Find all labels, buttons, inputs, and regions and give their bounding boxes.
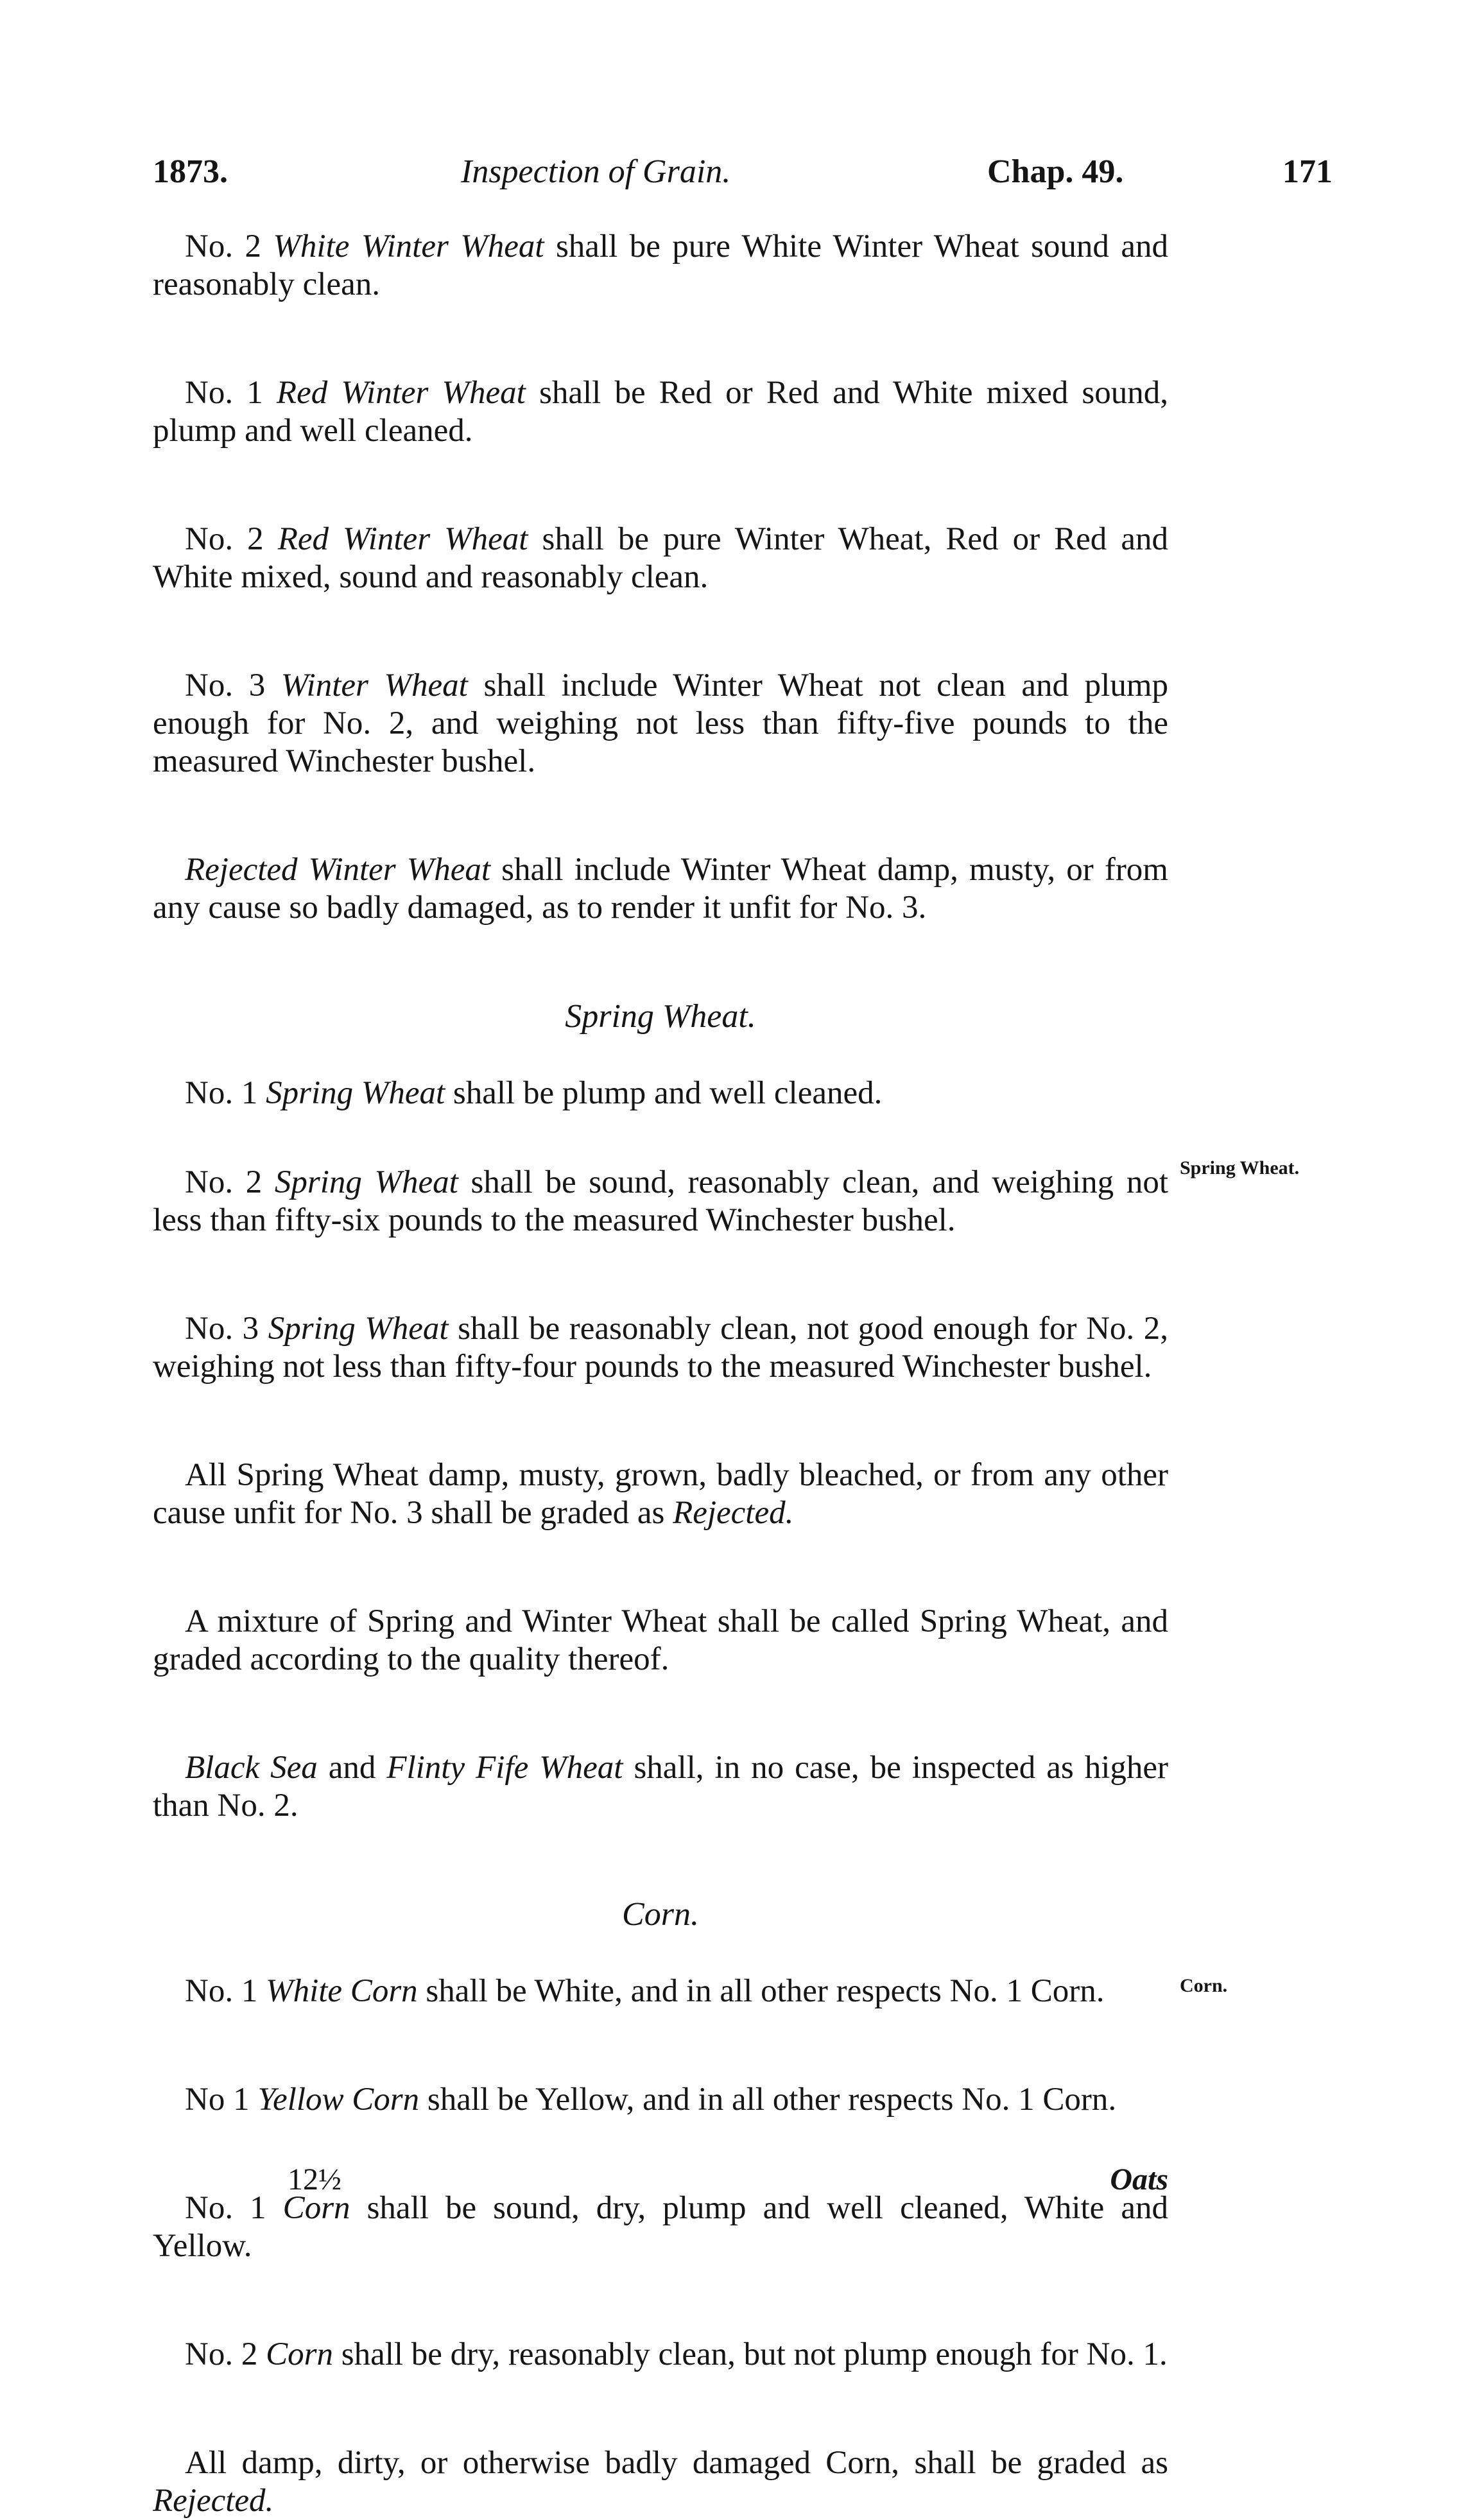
- para-text: shall be dry, reasonably clean, but not plump enough for No. 1.: [332, 2336, 1168, 2372]
- grade-name: White Corn: [266, 1973, 418, 2009]
- para-prefix: No. 2: [185, 229, 273, 264]
- section-heading-corn: Corn.: [622, 1896, 699, 1933]
- page-footer: [153, 2162, 1168, 2207]
- para-prefix: All damp, dirty, or otherwise badly damaged Corn, shall be graded as: [185, 2445, 1168, 2481]
- paragraph-spring-mixture: [153, 1603, 1168, 1679]
- grade-name: Red Winter Wheat: [277, 521, 528, 557]
- paragraph-rejected-winter: [153, 851, 1168, 927]
- margin-note-corn: Corn.: [1180, 1975, 1228, 1996]
- grade-name: Black Sea: [185, 1750, 318, 1786]
- paragraph-red-winter-2: [153, 521, 1168, 596]
- paragraph-black-sea: [153, 1749, 1168, 1825]
- para-text: A mixture of Spring and Winter Wheat shall be called Spring Wheat, and graded according to the quality thereof.: [153, 1603, 1168, 1677]
- grade-name: Winter Wheat: [281, 668, 468, 703]
- grade-name: Rejected Winter Wheat: [185, 852, 491, 888]
- para-prefix: No. 2: [185, 521, 278, 557]
- paragraph-corn-2: [153, 2336, 1168, 2374]
- grade-name: Rejected.: [153, 2483, 274, 2519]
- grade-name: Corn: [282, 2190, 350, 2226]
- para-prefix: No. 3: [185, 668, 281, 703]
- para-prefix: No. 1: [185, 2190, 283, 2226]
- para-prefix: No. 1: [185, 1973, 266, 2009]
- grade-name: Spring Wheat: [274, 1164, 458, 1200]
- para-text: shall be pure Winter Wheat, Red or Red and White mixed, sound and reasonably clean.: [153, 521, 1168, 595]
- para-prefix: All Spring Wheat damp, musty, grown, badly bleached, or from any other cause unfit for No. 3 shall be graded as: [153, 1457, 1168, 1531]
- paragraph-white-corn: [153, 1972, 1228, 2010]
- header-chapter: Chap. 49.: [987, 153, 1124, 190]
- paragraph-spring-3: [153, 1310, 1168, 1386]
- para-text: shall be reasonably clean, not good enough for No. 2, weighing not less than fifty-four pounds to the measured Winchester bushel.: [153, 1311, 1168, 1385]
- section-heading-spring-wheat: Spring Wheat.: [565, 998, 756, 1035]
- grade-name: Red Winter Wheat: [276, 375, 526, 411]
- para-prefix: No. 2: [185, 1164, 275, 1200]
- grade-name: Spring Wheat: [268, 1311, 449, 1347]
- para-text: shall be pure White Winter Wheat sound and reasonably clean.: [153, 229, 1168, 302]
- para-text: shall be sound, dry, plump and well cleaned, White and Yellow.: [153, 2190, 1168, 2264]
- grade-name: Spring Wheat: [266, 1075, 445, 1111]
- para-text: shall include Winter Wheat damp, musty, or from any cause so badly damaged, as to render it unfit for No. 3.: [153, 852, 1168, 926]
- header-title: Inspection of Grain.: [461, 153, 731, 190]
- para-prefix: No. 1: [185, 1075, 266, 1111]
- para-prefix: No 1: [185, 2082, 258, 2118]
- running-header: [153, 153, 1347, 204]
- para-prefix: No. 3: [185, 1311, 268, 1347]
- paragraph-spring-2: [153, 1157, 1300, 1239]
- paragraph-red-winter-1: [153, 374, 1168, 450]
- para-text: shall be sound, reasonably clean, and weighing not less than fifty-six pounds to the measured Winchester bushel.: [153, 1164, 1168, 1238]
- para-prefix: No. 1: [185, 375, 277, 411]
- page-number: 171: [1282, 153, 1333, 190]
- para-text: shall, in no case, be inspected as higher than No. 2.: [153, 1750, 1169, 1824]
- para-prefix: No. 2: [185, 2336, 266, 2372]
- para-text: shall be White, and in all other respects No. 1 Corn.: [417, 1973, 1105, 2009]
- catchword: Oats: [1110, 2162, 1168, 2196]
- header-year: 1873.: [153, 153, 228, 190]
- para-text: and: [317, 1750, 387, 1786]
- paragraph-corn-rejected: [153, 2444, 1168, 2520]
- paragraph-white-winter-2: [153, 228, 1168, 304]
- grade-name: Corn: [266, 2336, 333, 2372]
- para-text: shall be Red or Red and White mixed sound, plump and well cleaned.: [153, 375, 1168, 449]
- grade-name: Rejected.: [673, 1495, 794, 1531]
- grade-name: White Winter Wheat: [273, 229, 544, 264]
- paragraph-winter-3: [153, 667, 1168, 781]
- grade-name: Flinty Fife Wheat: [386, 1750, 623, 1786]
- para-text: shall be Yellow, and in all other respects No. 1 Corn.: [419, 2082, 1117, 2118]
- paragraph-spring-1: [153, 1074, 1168, 1112]
- paragraph-spring-rejected: [153, 1456, 1168, 1532]
- para-text: shall include Winter Wheat not clean and plump enough for No. 2, and weighing not less than fifty-five pounds to the measured Winchester bushel.: [153, 668, 1168, 779]
- grade-name: Yellow Corn: [257, 2082, 420, 2118]
- para-text: shall be plump and well cleaned.: [445, 1075, 883, 1111]
- signature-mark: 12½: [288, 2162, 341, 2196]
- margin-note-spring-wheat: Spring Wheat.: [1180, 1157, 1300, 1178]
- paragraph-yellow-corn: [153, 2081, 1168, 2119]
